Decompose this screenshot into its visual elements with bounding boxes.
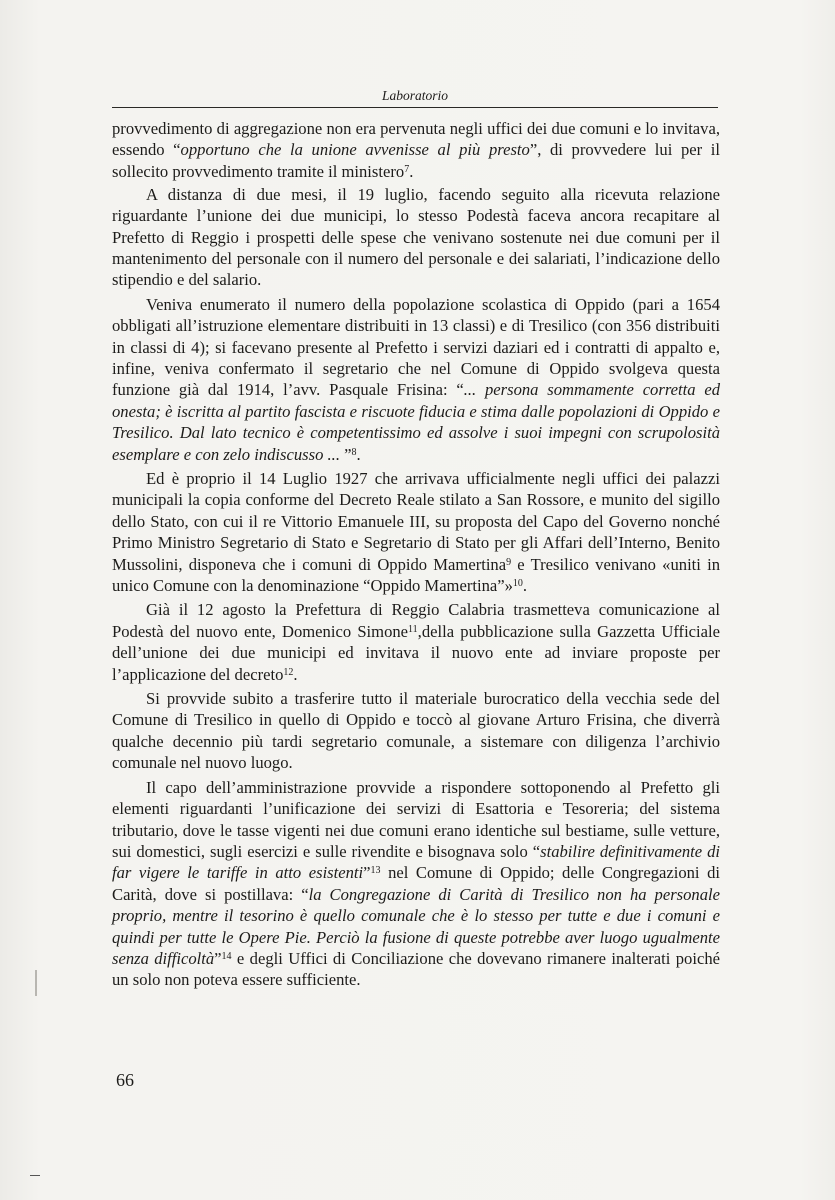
- margin-mark: [35, 970, 37, 996]
- paragraph: [112, 468, 720, 596]
- paragraph: [112, 777, 720, 991]
- text-run: ”, di provvedere lui per il sollecito provvedimento tramite il ministero: [112, 140, 720, 181]
- running-header-title: Laboratorio: [381, 88, 449, 103]
- text-run: .: [293, 664, 298, 684]
- running-header: [112, 88, 718, 108]
- text-run: ”: [214, 948, 222, 968]
- text-run: ”: [339, 444, 352, 464]
- text-run: ,della pubblicazione sulla Gazzetta Ufficiale dell’unione dei due municipi ed invitava il nuovo ente ad inviare proposte per l’applicazione del decreto: [112, 621, 721, 684]
- italic-quote: stabilire definitivamente di far vigere le tariffe in atto esistenti: [112, 841, 721, 883]
- text-run: ”: [363, 863, 371, 883]
- text-run: Si provvide subito a trasferire tutto il materiale burocratico della vecchia sede del Comune di Tresilico in quello di Oppido e toccò al giovane Arturo Frisina, che diverrà qualche decennio più tardi segretario comunale, a sistemare con diligenza l’archivio comunale nel nuovo luogo.: [112, 689, 720, 773]
- paragraph: [112, 118, 720, 182]
- text-run: Già il 12 agosto la Prefettura di Reggio Calabria trasmetteva comunicazione al Podestà del nuovo ente, Domenico Simone: [112, 600, 720, 641]
- text-run: Ed è proprio il 14 Luglio 1927 che arrivava ufficialmente negli uffici dei palazzi municipali la copia conforme del Decreto Reale stilato a San Rossore, e munito del sigillo dello Stato, con cui il re Vittorio Emanuele III, su proposta del Capo del Governo nonché Primo Ministro Segretario di Stato e Segretario di Stato per gli Affari dell’Interno, Benito Mussolini, disponeva che i comuni di Oppido Mamertina: [112, 469, 720, 574]
- margin-mark: [30, 1175, 40, 1176]
- body-text: [112, 118, 720, 991]
- page-number: 66: [116, 1070, 134, 1090]
- text-run: e degli Uffici di Conciliazione che dovevano rimanere inalterati poiché un solo non poteva essere sufficiente.: [112, 948, 720, 990]
- footnote-ref: 14: [221, 950, 232, 962]
- paragraph: [112, 184, 720, 291]
- footnote-ref: 13: [370, 865, 381, 877]
- footnote-ref: 10: [512, 578, 523, 590]
- footnote-ref: 9: [506, 556, 512, 568]
- footnote-ref: 11: [408, 623, 418, 635]
- text-run: .: [409, 161, 414, 181]
- text-run: nel Comune di Oppido; delle Congregazioni di Carità, dove si postillava: “: [112, 863, 720, 904]
- text-run: A distanza di due mesi, il 19 luglio, facendo seguito alla ricevuta relazione riguardante l’unione dei due municipi, lo stesso Podestà faceva ancora recapitare al Prefetto di Reggio i prospetti delle spese che venivano sostenute nei due comuni per il mantenimento del personale con il numero del personale e dei salariati, l’indicazione dello stipendio e del salario.: [112, 184, 720, 290]
- paragraph: [112, 599, 720, 685]
- footnote-ref: 12: [283, 666, 294, 678]
- italic-quote: opportuno che la unione avvenisse al più presto: [180, 140, 530, 160]
- footnote-ref: 7: [404, 163, 410, 175]
- italic-quote: ... persona sommamente corretta ed onesta; è iscritta al partito fascista e riscuote fiducia e stima dalle popolazioni di Oppido e Tresilico. Dal lato tecnico è competentissimo ed assolve i suoi impegni con scrupolosità esemplare e con zelo indiscusso ...: [112, 380, 720, 464]
- text-run: Veniva enumerato il numero della popolazione scolastica di Oppido (pari a 1654 obbligati all’istruzione elementare distribuiti in 13 classi) e di Tresilico (con 356 distribuiti in classi di 4); si facevano presente al Prefetto i servizi daziari ed i contratti di appalto e, infine, veniva confermato il segretario che nel Comune di Oppido svolgeva questa funzione già dal 1914, l’avv. Pasquale Frisina: “: [112, 294, 720, 400]
- footnote-ref: 8: [351, 446, 357, 458]
- text-run: .: [522, 576, 528, 596]
- paragraph: [112, 688, 720, 774]
- italic-quote: la Congregazione di Carità di Tresilico non ha personale proprio, mentre il tesorino è quello comunale che è lo stesso per tutte e due i comuni e quindi per tutte le Opere Pie. Perciò la fusione di queste potrebbe aver luogo ugualmente senza difficoltà: [112, 884, 720, 968]
- text-run: e Tresilico venivano «uniti in unico Comune con la denominazione “Oppido Mamertina”»: [112, 554, 721, 596]
- paragraph: [112, 294, 720, 465]
- text-run: Il capo dell’amministrazione provvide a rispondere sottoponendo al Prefetto gli elementi riguardanti l’unificazione dei servizi di Esattoria e Tesoreria; del sistema tributario, dove le tasse vigenti nei due comuni erano identiche sul bestiame, sulle vetture, sui domestici, sugli esercizi e sulle rivendite e bisognava solo “: [112, 777, 720, 861]
- text-run: .: [356, 444, 361, 464]
- text-run: provvedimento di aggregazione non era pervenuta negli uffici dei due comuni e lo invitava, essendo “: [112, 119, 720, 160]
